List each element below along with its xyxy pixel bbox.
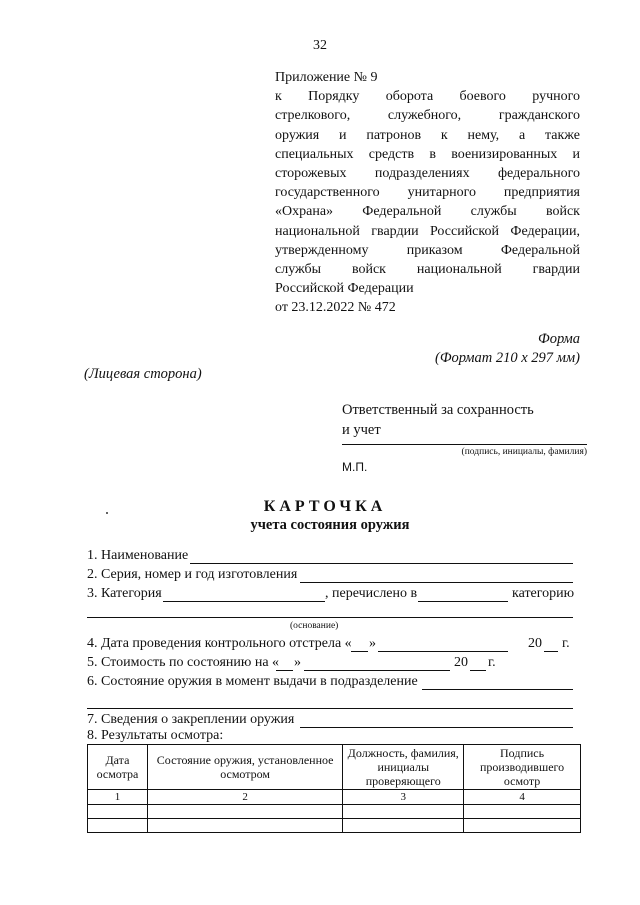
form-label-block — [435, 330, 580, 368]
inspection-table — [87, 744, 581, 833]
field-4-year-line[interactable] — [544, 651, 558, 652]
field-4-day-line[interactable] — [351, 651, 368, 652]
front-side-label: (Лицевая сторона) — [84, 366, 202, 382]
signature-caption: (подпись, инициалы, фамилия) — [461, 447, 587, 457]
annex-line: государственного унитарного предприятия — [275, 185, 580, 201]
annex-line: к Порядку оборота боевого ручного — [275, 89, 580, 105]
table-cell[interactable] — [343, 819, 464, 833]
field-3-category-line[interactable] — [163, 601, 325, 602]
basis-line[interactable] — [87, 617, 573, 618]
form-label: Форма — [538, 331, 580, 347]
annex-line: сторожевых подразделениях федерального — [275, 166, 580, 182]
field-4-quote: » — [369, 636, 376, 651]
field-2-line[interactable] — [300, 582, 573, 583]
col-number: 4 — [464, 790, 581, 805]
field-5-year-line[interactable] — [470, 670, 486, 671]
header-condition: Состояние оружия, установленное осмотром — [147, 745, 342, 790]
field-7-label: 7. Сведения о закреплении оружия — [87, 712, 295, 727]
field-5-label: 5. Стоимость по состоянию на « — [87, 655, 280, 670]
field-3-label: 3. Категория — [87, 586, 162, 601]
field-5-quote: » — [294, 655, 301, 670]
card-title: КАРТОЧКА — [263, 498, 387, 515]
table-cell[interactable] — [147, 819, 342, 833]
field-2-label: 2. Серия, номер и год изготовления — [87, 567, 298, 582]
responsible-line2: и учет — [342, 422, 381, 438]
page-number: 32 — [313, 38, 327, 53]
field-5-year: 20 — [454, 655, 468, 670]
field-3-end: категорию — [512, 586, 575, 601]
field-4-g: г. — [562, 636, 570, 651]
annex-block — [275, 68, 580, 318]
header-signature: Подпись производившего осмотр — [464, 745, 581, 790]
annex-line: утвержденному приказом Федеральной — [275, 242, 580, 258]
field-4-month-line[interactable] — [378, 651, 508, 652]
form-format: (Формат 210 х 297 мм) — [434, 350, 580, 366]
field-5-month-line[interactable] — [304, 670, 450, 671]
field-1-label: 1. Наименование — [87, 548, 189, 563]
table-cell[interactable] — [464, 805, 581, 819]
table-cell[interactable] — [88, 805, 148, 819]
field-7-line[interactable] — [300, 727, 573, 728]
field-3-mid: , перечислено в — [325, 586, 418, 601]
field-4-year: 20 — [528, 636, 542, 651]
col-number: 2 — [147, 790, 342, 805]
annex-date: от 23.12.2022 № 472 — [275, 300, 396, 316]
table-header-row — [88, 745, 581, 790]
field-5-g: г. — [488, 655, 496, 670]
stamp-place: М.П. — [342, 460, 368, 474]
responsible-block — [342, 400, 534, 440]
table-cell[interactable] — [88, 819, 148, 833]
table-row — [88, 805, 581, 819]
header-date: Дата осмотра — [88, 745, 148, 790]
table-cell[interactable] — [343, 805, 464, 819]
annex-line: специальных средств в военизированных и — [275, 146, 580, 162]
annex-line: стрелкового, служебного, гражданского — [275, 108, 580, 124]
table-number-row — [88, 790, 581, 805]
field-6-line[interactable] — [422, 689, 573, 690]
field-4-label: 4. Дата проведения контрольного отстрела « — [87, 636, 352, 651]
table-row — [88, 819, 581, 833]
table-cell[interactable] — [464, 819, 581, 833]
signature-line[interactable] — [342, 444, 587, 445]
annex-line: службы войск национальной гвардии — [275, 262, 580, 278]
field-6-label: 6. Состояние оружия в момент выдачи в подразделение — [87, 674, 418, 689]
responsible-line1: Ответственный за сохранность — [342, 402, 534, 418]
field-5-day-line[interactable] — [276, 670, 293, 671]
annex-line: национальной гвардии Российской Федерации, — [275, 223, 580, 239]
field-1-line[interactable] — [190, 563, 573, 564]
annex-line: «Охрана» Федеральной службы войск — [275, 204, 580, 220]
col-number: 1 — [88, 790, 148, 805]
field-6-line-2[interactable] — [87, 708, 573, 709]
annex-title: Приложение № 9 — [275, 70, 378, 85]
col-number: 3 — [343, 790, 464, 805]
card-subtitle: учета состояния оружия — [250, 517, 410, 533]
annex-line-last: Российской Федерации — [275, 281, 414, 297]
header-inspector: Должность, фамилия, инициалы проверяющего — [343, 745, 464, 790]
annex-line: оружия и патронов к нему, а также — [275, 127, 580, 143]
table-cell[interactable] — [147, 805, 342, 819]
basis-caption: (основание) — [290, 621, 339, 631]
field-3-target-line[interactable] — [418, 601, 508, 602]
field-8-label: 8. Результаты осмотра: — [87, 728, 224, 743]
